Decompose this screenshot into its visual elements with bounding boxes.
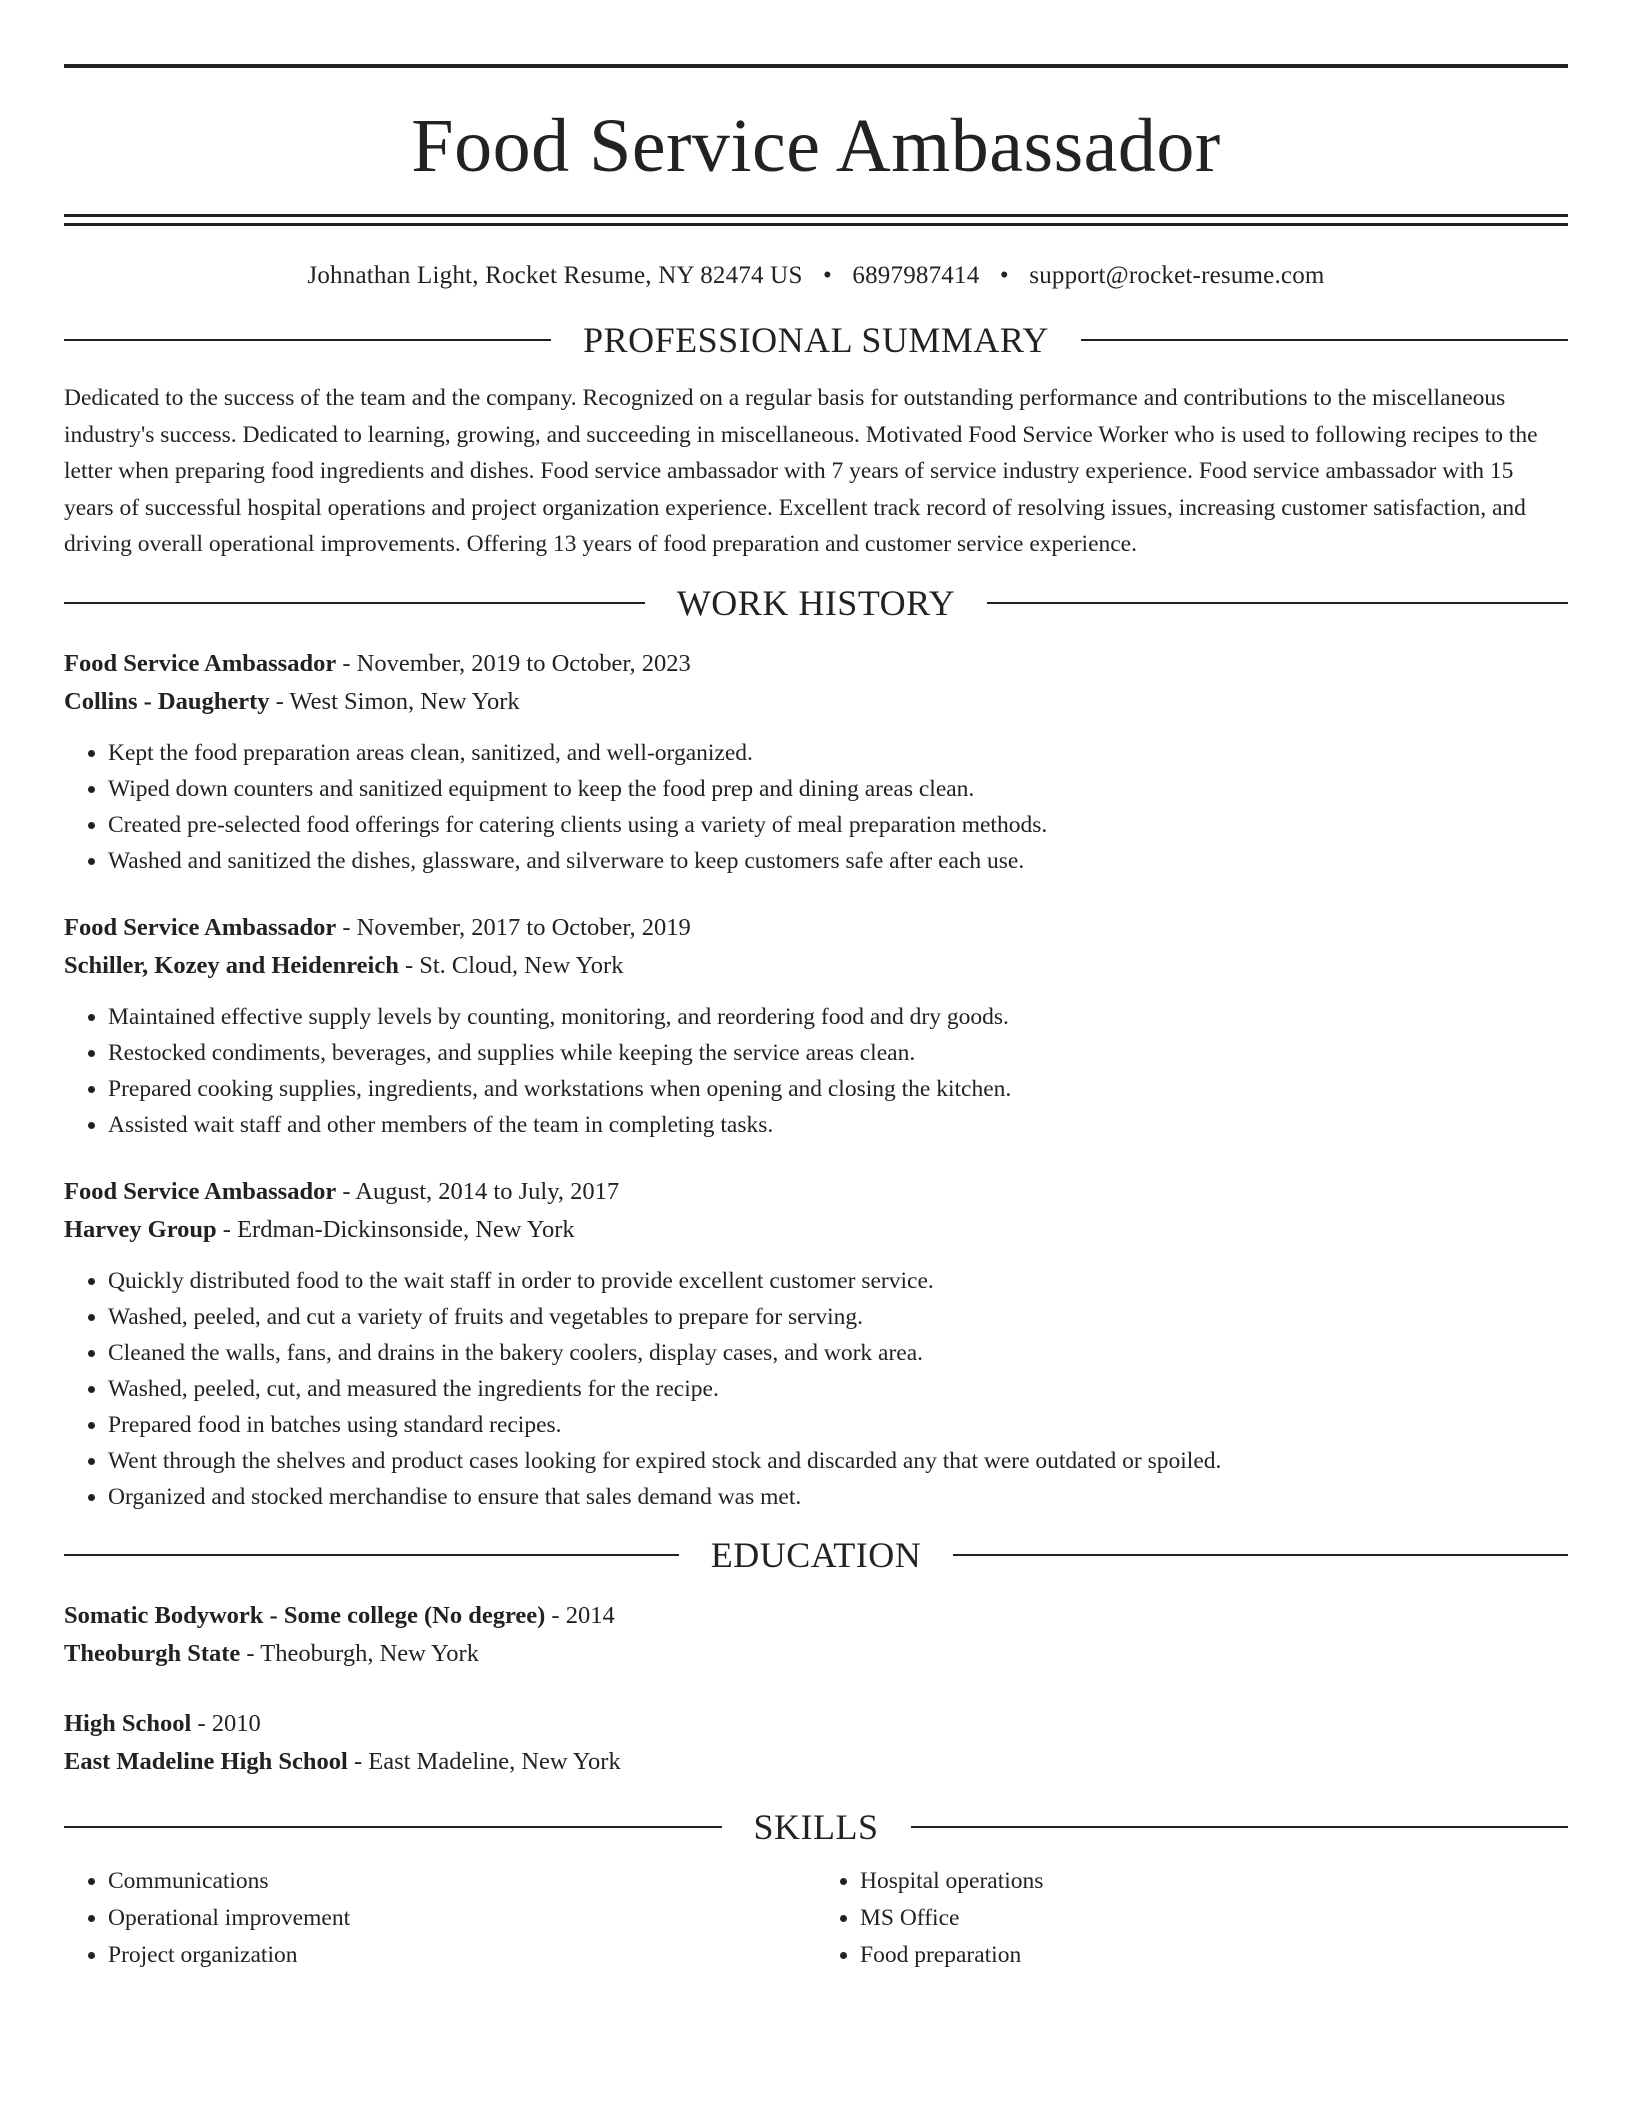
section-heading-skills xyxy=(64,1805,1568,1849)
contact-address: Johnathan Light, Rocket Resume, NY 82474 US xyxy=(307,262,803,289)
job-company-line xyxy=(64,947,1568,985)
top-rule xyxy=(64,64,1568,68)
skill-item: • Project organization xyxy=(108,1937,816,1974)
job-entry xyxy=(64,909,1568,1143)
education-degree-line xyxy=(64,1705,1568,1743)
heading-label: PROFESSIONAL SUMMARY xyxy=(583,320,1049,360)
contact-email: support@rocket-resume.com xyxy=(1029,262,1325,289)
job-company-line xyxy=(64,1211,1568,1249)
job-dates: - August, 2014 to July, 2017 xyxy=(336,1177,620,1205)
job-title-line xyxy=(64,645,1568,683)
heading-label: WORK HISTORY xyxy=(676,582,956,623)
heading-rule-right xyxy=(987,602,1568,604)
heading-rule-right xyxy=(911,1826,1569,1828)
education-school-line xyxy=(64,1743,1568,1781)
job-entry xyxy=(64,645,1568,879)
skill-item: • Communications xyxy=(108,1863,816,1900)
education-degree: High School xyxy=(64,1709,192,1737)
job-bullets xyxy=(64,1263,1568,1515)
job-company: Schiller, Kozey and Heidenreich xyxy=(64,951,399,979)
education-school: Theoburgh State xyxy=(64,1639,241,1667)
job-title: Food Service Ambassador xyxy=(64,913,337,941)
education-entry xyxy=(64,1597,1568,1673)
skills-list-left xyxy=(64,1863,816,1974)
resume-title: Food Service Ambassador xyxy=(411,104,1221,188)
job-bullet: • Restocked condiments, beverages, and supplies while keeping the service areas clean. xyxy=(108,1035,1568,1071)
contact-separator: • xyxy=(823,262,832,289)
job-bullet: • Prepared food in batches using standard recipes. xyxy=(108,1407,1568,1443)
education-entry xyxy=(64,1705,1568,1781)
contact-line xyxy=(64,262,1568,290)
skill-item: • Food preparation xyxy=(860,1937,1568,1974)
job-bullet: • Went through the shelves and product cases looking for expired stock and discarded any that were outdated or spoiled. xyxy=(108,1443,1568,1479)
section-heading-education xyxy=(64,1533,1568,1577)
heading-rule-left xyxy=(64,1826,722,1828)
summary-text: Dedicated to the success of the team and the company. Recognized on a regular basis for outstanding performance and contributions to the miscellaneous industry's success. Dedicated to learning, growing, and succeeding in miscellaneous. Motivated Food Service Worker who is used to following recipes to the letter when preparing food ingredients and dishes. Food service ambassador with 7 years of service industry experience. Food service ambassador with 15 years of successful hospital operations and project organization experience. Excellent track record of resolving issues, increasing customer satisfaction, and driving overall operational improvements. Offering 13 years of food preparation and customer service experience. xyxy=(64,385,1538,557)
heading-rule-left xyxy=(64,339,551,341)
job-bullet: • Prepared cooking supplies, ingredients, and workstations when opening and closing the kitchen. xyxy=(108,1071,1568,1107)
heading-label: EDUCATION xyxy=(710,1534,922,1575)
heading-rule-left xyxy=(64,1554,679,1556)
job-entry xyxy=(64,1173,1568,1515)
skill-item: • Hospital operations xyxy=(860,1863,1568,1900)
job-bullet: • Organized and stocked merchandise to ensure that sales demand was met. xyxy=(108,1479,1568,1515)
section-heading-summary xyxy=(64,318,1568,362)
heading-rule-right xyxy=(1081,339,1568,341)
education-degree: Somatic Bodywork - Some college (No degree) xyxy=(64,1601,546,1629)
job-title-line xyxy=(64,1173,1568,1211)
education-year: - 2010 xyxy=(191,1709,261,1737)
job-bullet: • Wiped down counters and sanitized equipment to keep the food prep and dining areas clean. xyxy=(108,771,1568,807)
job-bullet: • Cleaned the walls, fans, and drains in the bakery coolers, display cases, and work area. xyxy=(108,1335,1568,1371)
education-location: - Theoburgh, New York xyxy=(240,1639,479,1667)
job-dates: - November, 2017 to October, 2019 xyxy=(336,913,691,941)
heading-label: SKILLS xyxy=(753,1806,879,1847)
job-location: - St. Cloud, New York xyxy=(398,951,624,979)
education-school-line xyxy=(64,1635,1568,1673)
education-year: - 2014 xyxy=(545,1601,615,1629)
education-degree-line xyxy=(64,1597,1568,1635)
job-title: Food Service Ambassador xyxy=(64,649,337,677)
job-company: Collins - Daugherty xyxy=(64,687,270,715)
education-school: East Madeline High School xyxy=(64,1747,348,1775)
job-bullet: • Assisted wait staff and other members of the team in completing tasks. xyxy=(108,1107,1568,1143)
title-double-rule xyxy=(64,214,1568,226)
job-bullet: • Washed, peeled, and cut a variety of fruits and vegetables to prepare for serving. xyxy=(108,1299,1568,1335)
education-location: - East Madeline, New York xyxy=(347,1747,621,1775)
job-bullet: • Created pre-selected food offerings for catering clients using a variety of meal preparation methods. xyxy=(108,807,1568,843)
skill-item: • MS Office xyxy=(860,1900,1568,1937)
job-dates: - November, 2019 to October, 2023 xyxy=(336,649,691,677)
job-title-line xyxy=(64,909,1568,947)
skills-list-right xyxy=(816,1863,1568,1974)
job-company: Harvey Group xyxy=(64,1215,217,1243)
job-bullet: • Quickly distributed food to the wait staff in order to provide excellent customer service. xyxy=(108,1263,1568,1299)
skills-columns xyxy=(64,1863,1568,1974)
job-bullet: • Maintained effective supply levels by counting, monitoring, and reordering food and dry goods. xyxy=(108,999,1568,1035)
contact-separator: • xyxy=(999,262,1009,289)
skill-item: • Operational improvement xyxy=(108,1900,816,1937)
job-bullet: • Washed and sanitized the dishes, glassware, and silverware to keep customers safe after each use. xyxy=(108,843,1568,879)
job-title: Food Service Ambassador xyxy=(64,1177,337,1205)
job-bullet: • Kept the food preparation areas clean, sanitized, and well-organized. xyxy=(108,735,1568,771)
job-location: - West Simon, New York xyxy=(269,687,520,715)
job-location: - Erdman-Dickinsonside, New York xyxy=(216,1215,575,1243)
job-bullets xyxy=(64,735,1568,879)
job-bullets xyxy=(64,999,1568,1143)
contact-phone: 6897987414 xyxy=(852,262,980,289)
job-company-line xyxy=(64,683,1568,721)
job-bullet: • Washed, peeled, cut, and measured the ingredients for the recipe. xyxy=(108,1371,1568,1407)
heading-rule-left xyxy=(64,602,645,604)
heading-rule-right xyxy=(953,1554,1568,1556)
section-heading-work-history xyxy=(64,581,1568,625)
